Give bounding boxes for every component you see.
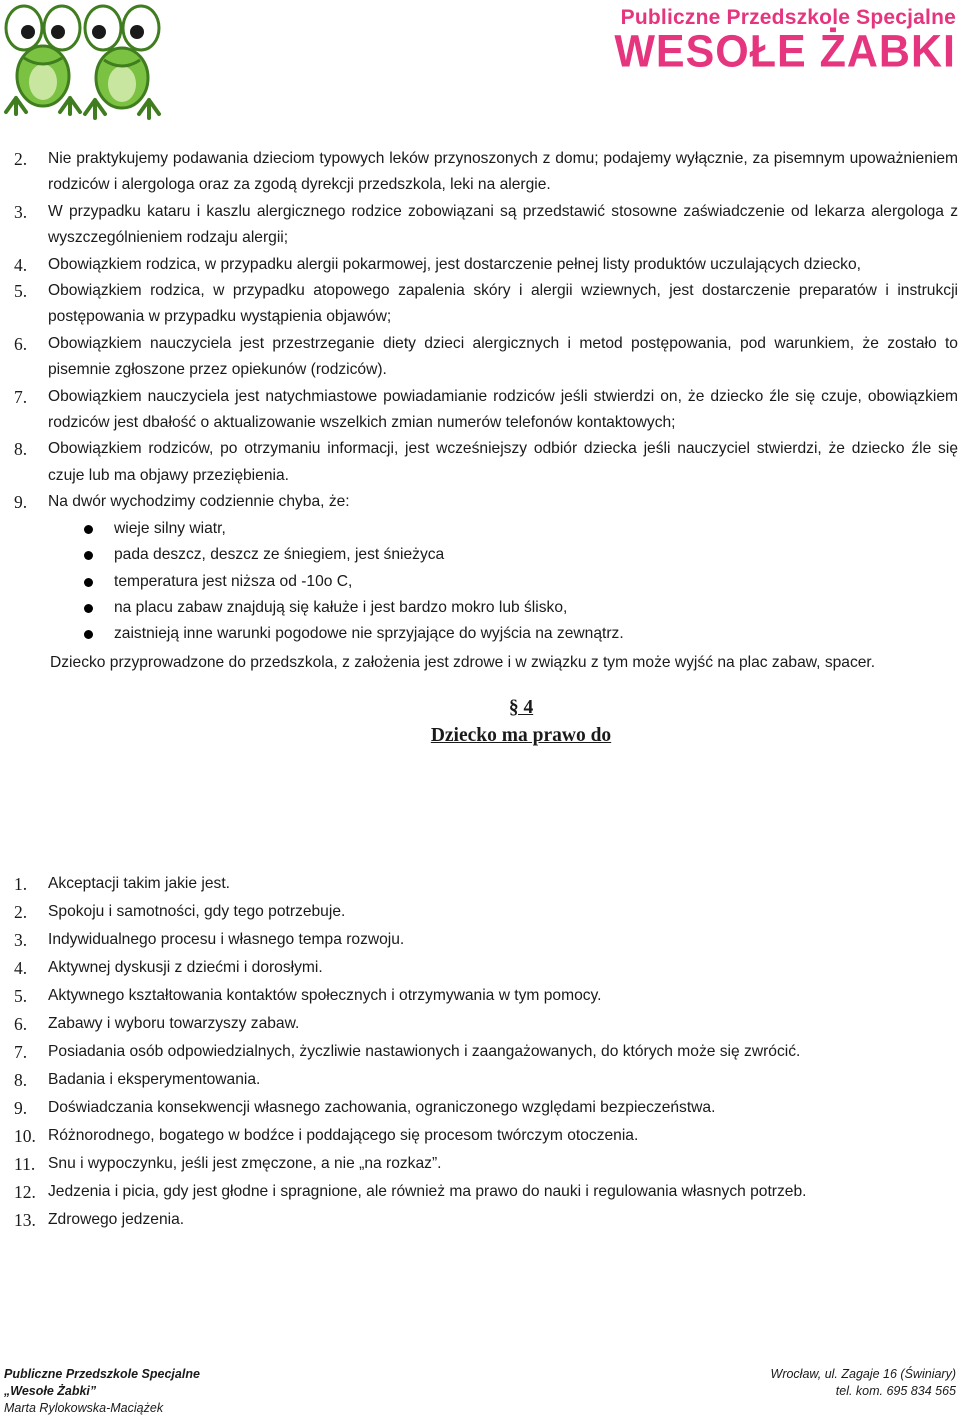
weather-conditions-list	[14, 516, 958, 648]
footer-author: Marta Rylokowska-Maciążek	[4, 1401, 164, 1415]
rights-list	[14, 870, 958, 1234]
frog-mascot-right-icon	[80, 2, 164, 120]
footer-institution: Publiczne Przedszkole Specjalne	[4, 1367, 200, 1381]
list-text: Na dwór wychodzimy codziennie chyba, że:	[48, 493, 350, 511]
list-item	[14, 489, 958, 515]
bullet-text: zaistnieją inne warunki pogodowe nie sprzyjające do wyjścia na zewnątrz.	[114, 625, 624, 643]
list-number: 9.	[14, 492, 28, 513]
bullet-dot-icon	[84, 630, 93, 639]
list-number: 3.	[14, 201, 28, 222]
list-text: Obowiązkiem rodziców, po otrzymaniu informacji, jest wcześniejszy odbiór dziecka jeśli nauczyciel stwierdzi, że dziecko źle się czuje lub ma objawy przeziębienia.	[48, 440, 958, 484]
list-item	[14, 331, 958, 384]
list-number: 7.	[14, 1042, 28, 1062]
bullet-item	[14, 569, 958, 595]
bullet-dot-icon	[84, 578, 93, 587]
list-text: Różnorodnego, bogatego w bodźce i poddającego się procesom twórczym otoczenia.	[48, 1127, 639, 1144]
list-text: Indywidualnego procesu i własnego tempa rozwoju.	[48, 931, 405, 948]
bullet-text: pada deszcz, deszcz ze śniegiem, jest śnieżyca	[114, 546, 445, 564]
list-item	[14, 1122, 958, 1150]
list-number: 1.	[14, 874, 28, 894]
brand-title: WESOŁE ŻABKI	[614, 26, 956, 78]
page-header	[0, 0, 960, 120]
list-number: 9.	[14, 1098, 28, 1118]
list-number: 3.	[14, 930, 28, 950]
list-item	[14, 1038, 958, 1066]
list-item	[14, 384, 958, 437]
list-text: Zabawy i wyboru towarzyszy zabaw.	[48, 1015, 300, 1032]
list-text: Obowiązkiem rodzica, w przypadku alergii pokarmowej, jest dostarczenie pełnej listy produktów uczulających dziecko,	[48, 255, 861, 273]
footer-left	[4, 1366, 200, 1417]
list-item	[14, 1066, 958, 1094]
list-item	[14, 1206, 958, 1234]
frog-mascot-left-icon	[2, 2, 84, 116]
list-number: 5.	[14, 986, 28, 1006]
list-item	[14, 926, 958, 954]
list-number: 2.	[14, 149, 28, 169]
list-number: 12.	[14, 1182, 36, 1202]
list-number: 6.	[14, 333, 28, 354]
footer-institution-name: „Wesołe Żabki”	[4, 1384, 97, 1398]
list-number: 13.	[14, 1210, 36, 1230]
list-text: Akceptacji takim jakie jest.	[48, 875, 230, 892]
list-text: Zdrowego jedzenia.	[48, 1211, 185, 1228]
list-text: Badania i eksperymentowania.	[48, 1071, 261, 1088]
list-number: 5.	[14, 281, 28, 302]
list-text: Snu i wypoczynku, jeśli jest zmęczone, a nie „na rozkaz”.	[48, 1155, 442, 1172]
list-text: W przypadku kataru i kaszlu alergicznego rodzice zobowiązani są przedstawić stosowne zaświadczenie od lekarza alergologa z wyszczególnieniem rodzaju alergii;	[48, 202, 958, 247]
list-item	[14, 436, 958, 489]
list-number: 8.	[14, 439, 28, 460]
list-text: Spokoju i samotności, gdy tego potrzebuje.	[48, 903, 346, 920]
section-title: Dziecko ma prawo do	[430, 725, 612, 747]
bullet-item	[14, 516, 958, 542]
list-text: Aktywnej dyskusji z dziećmi i dorosłymi.	[48, 959, 323, 976]
list-item	[14, 1178, 958, 1206]
list-number: 10.	[14, 1126, 36, 1146]
list-text: Doświadczania konsekwencji własnego zachowania, ograniczonego względami bezpieczeństwa.	[48, 1099, 716, 1116]
section-number: § 4	[508, 697, 534, 719]
bullet-item	[14, 542, 958, 568]
list-item	[14, 870, 958, 898]
list-item	[14, 954, 958, 982]
list-number: 8.	[14, 1070, 28, 1090]
list-number: 11.	[14, 1154, 36, 1174]
list-item	[14, 1150, 958, 1178]
bullet-text: na placu zabaw znajdują się kałuże i jest bardzo mokro lub ślisko,	[114, 598, 568, 616]
section-heading	[14, 694, 958, 750]
brand-logo	[614, 6, 956, 78]
list-text: Obowiązkiem rodzica, w przypadku atopowego zapalenia skóry i alergii wziewnych, jest dostarczenie preparatów i instrukcji postępowania w przypadku wystąpienia objawów;	[48, 282, 958, 326]
summary-paragraph: Dziecko przyprowadzone do przedszkola, z założenia jest zdrowe i w związku z tym może wyjść na plac zabaw, spacer.	[50, 653, 876, 671]
bullet-dot-icon	[84, 604, 93, 613]
list-number: 7.	[14, 386, 28, 407]
footer-address: Wrocław, ul. Zagaje 16 (Świniary)	[770, 1367, 956, 1381]
list-item	[14, 1094, 958, 1122]
footer-phone: tel. kom. 695 834 565	[835, 1384, 956, 1398]
list-number: 6.	[14, 1014, 28, 1034]
list-number: 2.	[14, 902, 28, 922]
bullet-item	[14, 595, 958, 621]
page-footer	[4, 1366, 956, 1418]
list-item	[14, 278, 958, 331]
bullet-text: temperatura jest niższa od -10o C,	[114, 572, 353, 590]
list-text: Posiadania osób odpowiedzialnych, życzliwie nastawionych i zaangażowanych, do których może się zwrócić.	[48, 1043, 801, 1060]
list-item	[14, 982, 958, 1010]
list-item	[14, 252, 958, 278]
bullet-dot-icon	[84, 551, 93, 560]
bullet-dot-icon	[84, 525, 93, 534]
list-text: Jedzenia i picia, gdy jest głodne i spragnione, ale również ma prawo do nauki i regulowania własnych potrzeb.	[48, 1183, 807, 1200]
list-text: Aktywnego kształtowania kontaktów społecznych i otrzymywania w tym pomocy.	[48, 987, 602, 1004]
document-body	[14, 146, 958, 750]
list-item	[14, 146, 958, 199]
list-item	[14, 1010, 958, 1038]
list-text: Obowiązkiem nauczyciela jest przestrzeganie diety dzieci alergicznych i metod postępowania, pod warunkiem, że zostało to pisemnie zgłoszone przez opiekunów (rodziców).	[48, 334, 958, 379]
bullet-item	[14, 621, 958, 647]
list-text: Nie praktykujemy podawania dzieciom typowych leków przynoszonych z domu; podajemy wyłącznie, za pisemnym upoważnieniem rodziców i alergologa oraz za zgodą dyrekcji przedszkola, leki na alergie.	[48, 150, 958, 194]
brand-subtitle: Publiczne Przedszkole Specjalne	[620, 6, 956, 29]
list-item	[14, 199, 958, 252]
bullet-text: wieje silny wiatr,	[114, 519, 226, 537]
list-text: Obowiązkiem nauczyciela jest natychmiastowe powiadamianie rodziców jeśli stwierdzi on, że dziecko źle się czuje, obowiązkiem rodziców jest dbałość o aktualizowanie wszelkich zmian numerów telefonów kontaktowych;	[48, 387, 958, 432]
list-number: 4.	[14, 958, 28, 978]
list-number: 4.	[14, 254, 28, 275]
list-item	[14, 898, 958, 926]
footer-right	[771, 1366, 956, 1400]
